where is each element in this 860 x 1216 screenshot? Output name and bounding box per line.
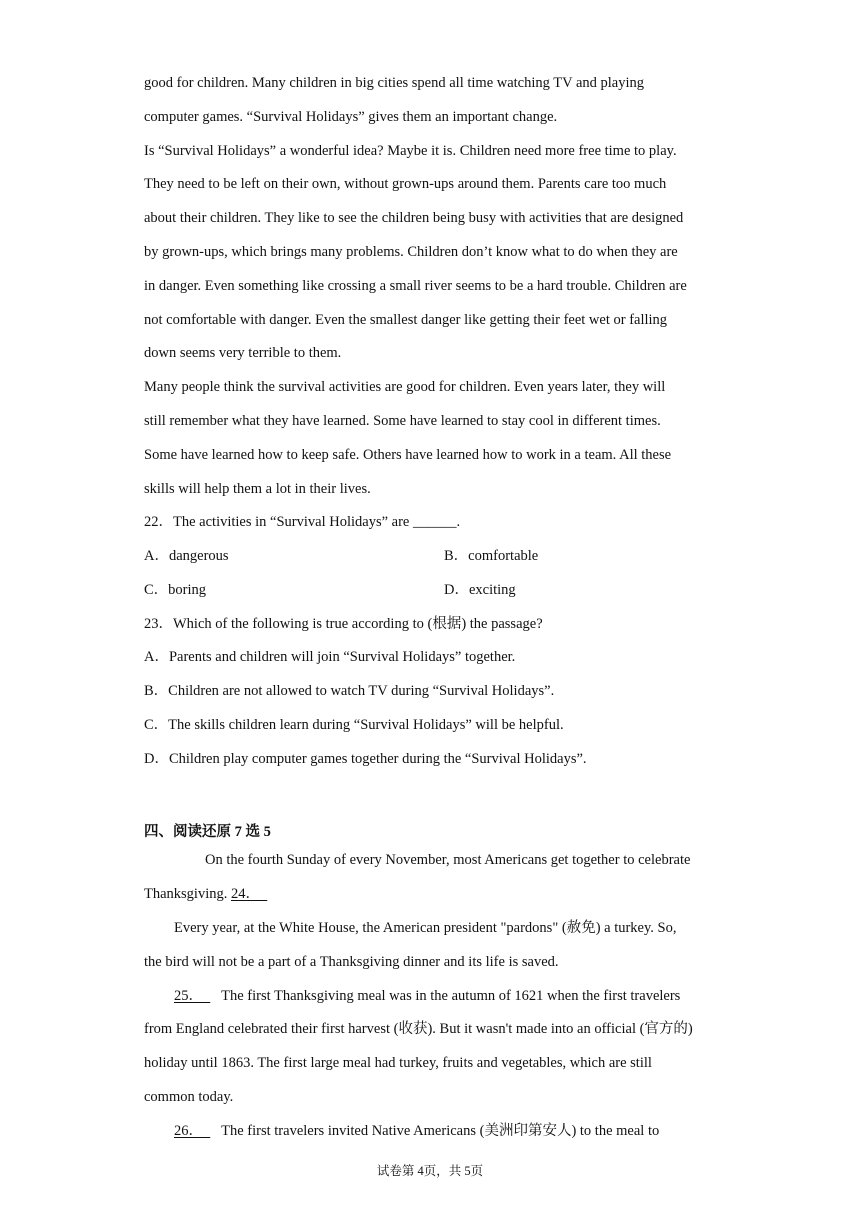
question-23-stem: 23．Which of the following is true according to (根据) the passage? xyxy=(144,616,543,632)
section-4-paragraph-2-line-2: the bird will not be a part of a Thanksgiving dinner and its life is saved. xyxy=(144,954,559,970)
paragraph-text: The first Thanksgiving meal was in the autumn of 1621 when the first travelers xyxy=(221,988,681,1004)
section-4-paragraph-3-line-2: from England celebrated their first harvest (收获). But it wasn't made into an official (官方的) xyxy=(144,1021,693,1037)
section-4-paragraph-3-line-1 xyxy=(174,986,680,1006)
blank-26-underline xyxy=(203,1121,210,1141)
q22-option-a[interactable]: A．dangerous xyxy=(144,548,229,564)
section-4-paragraph-2-line-1: Every year, at the White House, the American president "pardons" (赦免) a turkey. So, xyxy=(174,920,677,936)
section-4-paragraph-1-line-2 xyxy=(144,884,267,904)
section-4-paragraph-4-line-1 xyxy=(174,1121,659,1141)
paragraph-text: The first travelers invited Native Americans (美洲印第安人) to the meal to xyxy=(221,1123,660,1139)
section-4-paragraph-1-line-1: On the fourth Sunday of every November, most Americans get together to celebrate xyxy=(205,852,691,868)
passage-line: Many people think the survival activities are good for children. Even years later, they will xyxy=(144,379,666,395)
blank-24-underline xyxy=(260,884,267,904)
blank-24[interactable]: 24． xyxy=(231,886,260,902)
blank-25-underline xyxy=(203,986,210,1006)
passage-line: Is “Survival Holidays” a wonderful idea? Maybe it is. Children need more free time to play. xyxy=(144,143,677,159)
passage-line: about their children. They like to see the children being busy with activities that are designed xyxy=(144,210,684,226)
blank-25[interactable]: 25． xyxy=(174,988,203,1004)
page-footer: 试卷第 4页，共 5页 xyxy=(376,1164,484,1178)
passage-line: computer games. “Survival Holidays” gives them an important change. xyxy=(144,109,558,125)
section-4-heading: 四、阅读还原 7 选 5 xyxy=(144,824,271,840)
paragraph-text: Thanksgiving. xyxy=(144,886,231,902)
q22-option-c[interactable]: C．boring xyxy=(144,582,207,598)
passage-line: good for children. Many children in big cities spend all time watching TV and playing xyxy=(144,75,645,91)
question-22-stem: 22．The activities in “Survival Holidays” are ______. xyxy=(144,514,461,530)
section-4-paragraph-3-line-4: common today. xyxy=(144,1089,234,1105)
q23-option-a[interactable]: A．Parents and children will join “Survival Holidays” together. xyxy=(144,649,516,665)
passage-line: Some have learned how to keep safe. Others have learned how to work in a team. All these xyxy=(144,447,672,463)
q23-option-d[interactable]: D．Children play computer games together during the “Survival Holidays”. xyxy=(144,751,587,767)
passage-line: They need to be left on their own, without grown-ups around them. Parents care too much xyxy=(144,176,667,192)
q23-option-c[interactable]: C．The skills children learn during “Survival Holidays” will be helpful. xyxy=(144,717,564,733)
passage-line: in danger. Even something like crossing a small river seems to be a hard trouble. Children are xyxy=(144,278,687,294)
passage-line: down seems very terrible to them. xyxy=(144,345,342,361)
passage-line: not comfortable with danger. Even the smallest danger like getting their feet wet or falling xyxy=(144,312,668,328)
q23-option-b[interactable]: B．Children are not allowed to watch TV during “Survival Holidays”. xyxy=(144,683,555,699)
q22-option-b[interactable]: B．comfortable xyxy=(444,548,539,564)
q22-option-d[interactable]: D．exciting xyxy=(444,582,516,598)
blank-26[interactable]: 26． xyxy=(174,1123,203,1139)
section-4-paragraph-3-line-3: holiday until 1863. The first large meal had turkey, fruits and vegetables, which are still xyxy=(144,1055,652,1071)
passage-line: by grown-ups, which brings many problems. Children don’t know what to do when they are xyxy=(144,244,678,260)
passage-line: still remember what they have learned. Some have learned to stay cool in different times. xyxy=(144,413,661,429)
passage-line: skills will help them a lot in their lives. xyxy=(144,481,371,497)
